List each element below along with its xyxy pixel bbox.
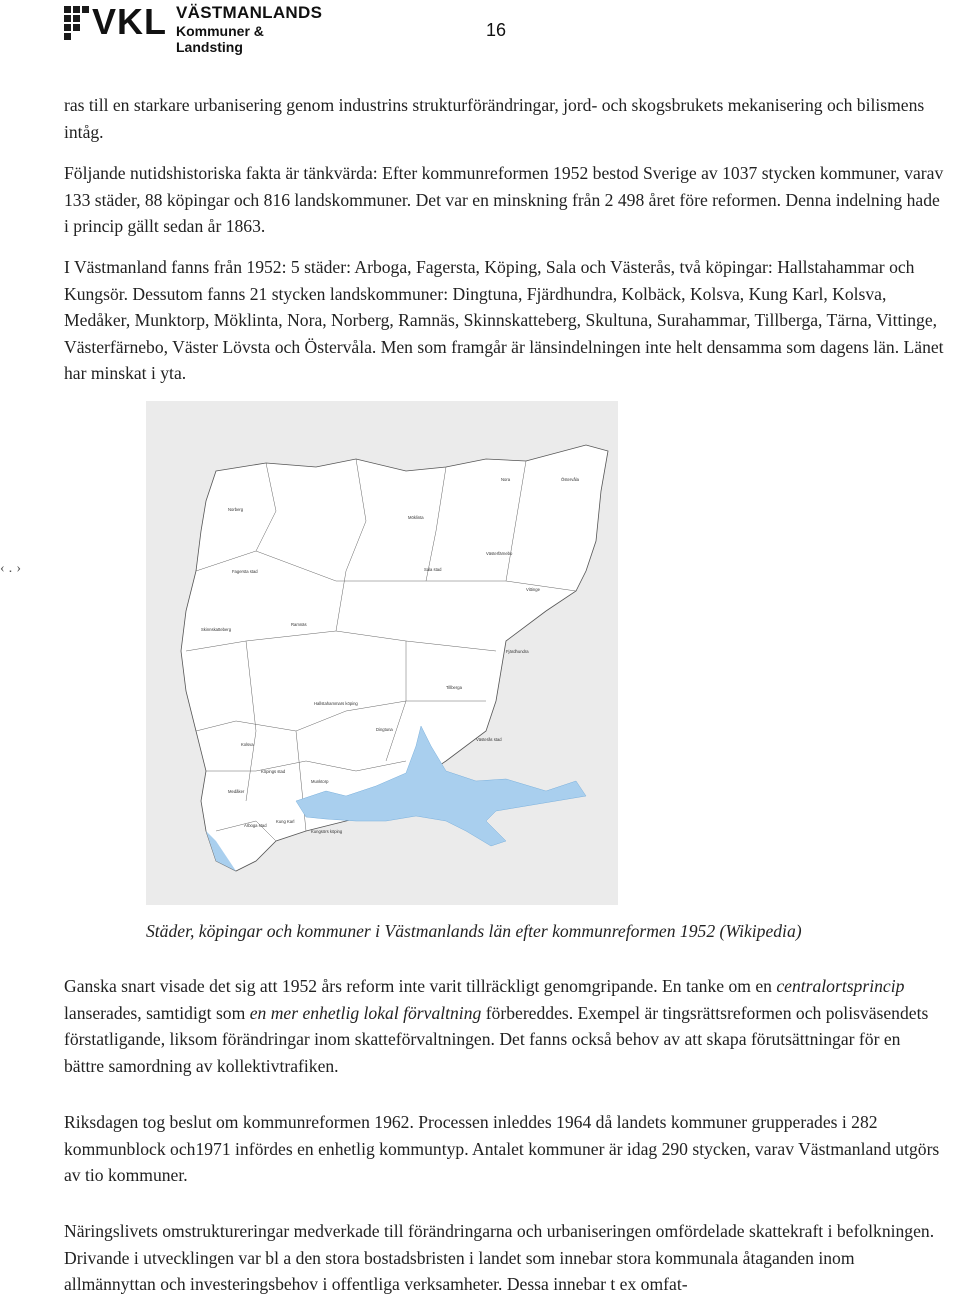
vkl-logo [64, 1, 324, 55]
paragraph-2: Följande nutidshistoriska fakta är tänkvärda: Efter kommunreformen 1952 bestod Sverige av 1037 stycken kommuner, varav 133 städer, 88 köpingar och 816 landskommuner. Det var en minskning från 2 498 året före reformen. Denna indelning hade i princip gällt sedan år 1863. [64, 163, 944, 236]
logo-line1: VÄSTMANLANDS [176, 3, 323, 22]
paragraph-6: Näringslivets omstruktureringar medverkade till förändringarna och urbaniseringen omfördelade skattekraft i befolkningen. Drivande i utvecklingen var bl a den stora bostadsbristen i landet som innebar stora kommunala åtaganden inom allmännyttan och investeringsbehov i offentliga verksamheter. Dessa innebar t ex omfat- [64, 1221, 935, 1294]
paragraph-1: ras till en starkare urbanisering genom industrins strukturförändringar, jord- och skogsbrukets mekanisering och bilismens intåg. [64, 95, 925, 142]
map-label: Hallstahammars köping [314, 701, 358, 706]
figure-caption: Städer, köpingar och kommuner i Västmanlands län efter kommunreformen 1952 (Wikipedia) [146, 921, 802, 941]
map-label: Västerås stad [476, 737, 502, 742]
map-label: Möklinta [408, 515, 424, 520]
map-label: Sala stad [424, 567, 442, 572]
logo-line2: Kommuner & Landsting [176, 23, 264, 55]
map-label: Köpings stad [261, 769, 286, 774]
map-label: Skinnskatteberg [201, 627, 232, 632]
map-label: Medåker [228, 789, 245, 794]
logo-vkl-text: VKL [92, 1, 167, 42]
map-label: Nora [501, 477, 511, 482]
map-label: Dingtuna [376, 727, 393, 732]
p4-emphasis-1: centralortsprincip [776, 976, 905, 996]
county-map [146, 401, 618, 905]
map-label: Fjärdhundra [506, 649, 529, 654]
map-label: Arboga stad [244, 823, 267, 828]
map-label: Fagersta stad [232, 569, 258, 574]
map-label: Kung Karl [276, 819, 295, 824]
map-label: Munktorp [311, 779, 329, 784]
paragraph-4 [64, 973, 944, 1079]
page-header [64, 1, 924, 55]
margin-mark: ‹ ․ › [0, 561, 22, 576]
p4-emphasis-2: en mer enhetlig lokal förvaltning [249, 1002, 482, 1023]
p4-text-b: lanserades, samtidigt som [64, 1002, 250, 1023]
map-label: Västerfärnebo [486, 551, 513, 556]
county-map-figure [146, 401, 618, 905]
map-label: Kungsörs köping [311, 829, 343, 834]
map-label: Östervåla [561, 477, 579, 482]
map-label: Vittinge [526, 587, 540, 592]
map-label: Kolsva [241, 742, 254, 747]
paragraph-5: Riksdagen tog beslut om kommunreformen 1962. Processen inleddes 1964 då landets kommuner grupperades i 282 kommunblock och1971 infördes en enhetlig kommuntyp. Antalet kommuner är idag 290 stycken, varav Västmanland utgörs av tio kommuner. [64, 1112, 940, 1185]
map-label: Norberg [228, 507, 244, 512]
paragraph-3: I Västmanland fanns från 1952: 5 städer: Arboga, Fagersta, Köping, Sala och Västerås, två köpingar: Hallstahammar och Kungsör. Dessutom fanns 21 stycken landskommuner: Dingtuna, Fjärdhundra, Kolbäck, Kolsva, Kung Karl, Kolsva, Medåker, Munktorp, Möklinta, Nora, Norberg, Ramnäs, Skinnskatteberg, Skultuna, Surahammar, Tillberga, Tärna, Vittinge, Västerfärnebo, Väster Lövsta och Östervåla. Men som framgår är länsindelningen inte helt densamma som dagens län. Länet har minskat i yta. [64, 257, 944, 383]
p4-text-c: förbereddes. Exempel är tingsrättsreformen och polisväsendets förstatligande, liksom förändringar inom skatteförvaltningen. Det fanns också behov av att skapa förutsättningar för en bättre samordning av kollektivtrafiken. [64, 1002, 929, 1076]
page-number: 16 [486, 20, 507, 40]
map-label: Ramnäs [291, 622, 307, 627]
map-label: Tillberga [446, 685, 462, 690]
p4-text-a: Ganska snart visade det sig att 1952 års reform inte varit tillräckligt genomgripande. En tanke om en [64, 976, 777, 996]
